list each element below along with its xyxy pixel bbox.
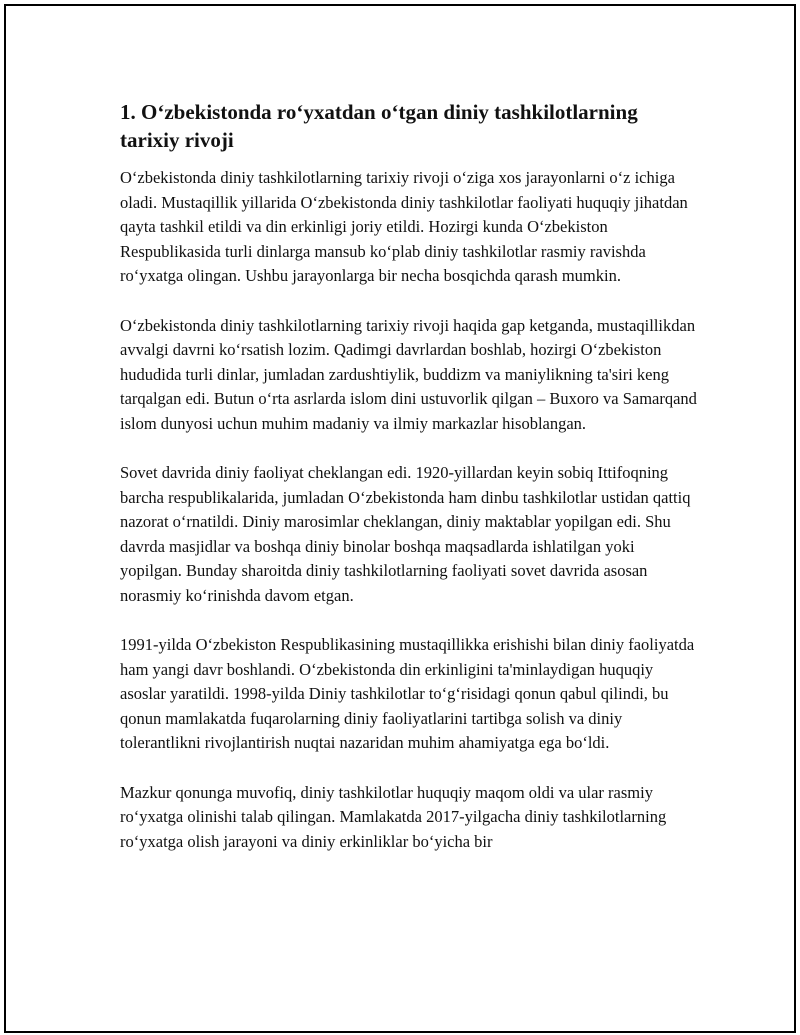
paragraph-3: Sovet davrida diniy faoliyat cheklangan edi. 1920-yillardan keyin sobiq Ittifoqning barcha respublikalarida, jumladan O‘zbekistonda ham dinbu tashkilotlar ustidan qattiq nazorat o‘rnatildi. Diniy marosimlar cheklangan, diniy maktablar yopilgan edi. Shu davrda masjidlar va boshqa diniy binolar boshqa maqsadlarda ishlatilgan yoki yopilgan. Bunday sharoitda diniy tashkilotlarning faoliyati sovet davrida asosan norasmiy ko‘rinishda davom etgan.: [120, 463, 691, 605]
paragraph-2: O‘zbekistonda diniy tashkilotlarning tarixiy rivoji haqida gap ketganda, mustaqillikdan avvalgi davrni ko‘rsatish lozim. Qadimgi davrlardan boshlab, hozirgi O‘zbekiston hududida turli dinlar, jumladan zardushtiylik, buddizm va maniylikning ta'siri keng tarqalgan edi. Butun o‘rta asrlarda islom dini ustuvorlik qilgan – Buxoro va Samarqand islom dunyosi uchun muhim madaniy va ilmiy markazlar hisoblangan.: [120, 315, 697, 433]
paragraph-4: 1991-yilda O‘zbekiston Respublikasining mustaqillikka erishishi bilan diniy faoliyatda ham yangi davr boshlandi. O‘zbekistonda din erkinligini ta'minlaydigan huquqiy asoslar yaratildi. 1998-yilda Diniy tashkilotlar to‘g‘risidagi qonun qabul qilindi, bu qonun mamlakatda fuqarolarning diniy faoliyatlarini tartibga solish va diniy tolerantlikni rivojlantirish nuqtai nazaridan muhim ahamiyatga ega bo‘ldi.: [120, 635, 695, 752]
paragraph-5: Mazkur qonunga muvofiq, diniy tashkilotlar huquqiy maqom oldi va ular rasmiy ro‘yxatga olinishi talab qilingan. Mamlakatda 2017-yilgacha diniy tashkilotlarning ro‘yxatga olish jarayoni va diniy erkinliklar bo‘yicha bir: [120, 782, 667, 851]
paragraph-1: O‘zbekistonda diniy tashkilotlarning tarixiy rivoji o‘ziga xos jarayonlarni o‘z ichiga oladi. Mustaqillik yillarida O‘zbekistonda diniy tashkilotlar faoliyati huquqiy jihatdan qayta tashkil etildi va din erkinligi joriy etildi. Hozirgi kunda O‘zbekiston Respublikasida turli dinlarga mansub ko‘plab diniy tashkilotlar rasmiy ravishda ro‘yxatga olingan. Ushbu jarayonlarga bir necha bosqichda qarash mumkin.: [120, 168, 688, 285]
document-body: [120, 98, 700, 879]
document-page: [4, 4, 796, 1033]
section-heading: 1. O‘zbekistonda ro‘yxatdan o‘tgan diniy tashkilotlarning tarixiy rivoji: [120, 100, 638, 152]
